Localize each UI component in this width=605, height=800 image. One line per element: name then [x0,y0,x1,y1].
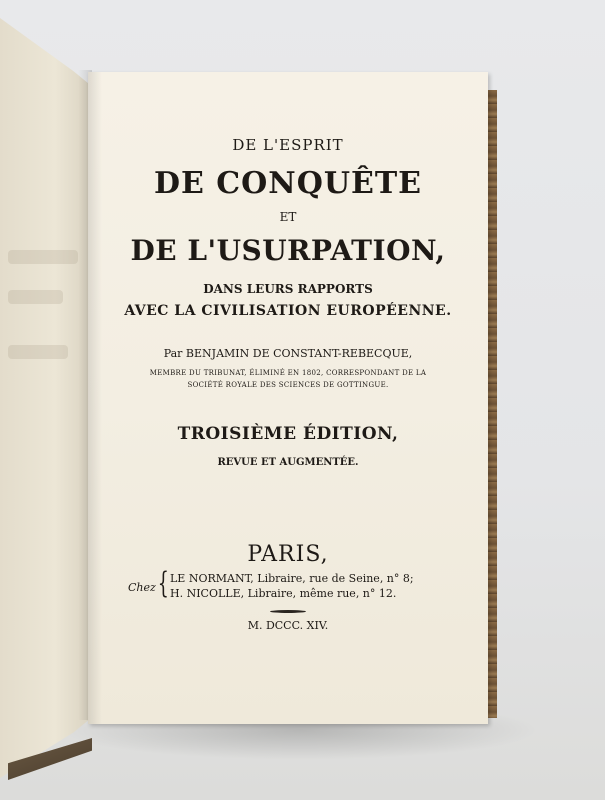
imprint-city: PARIS, [247,542,329,567]
subtitle-line-1: DANS LEURS RAPPORTS [203,282,373,296]
imprint-date: M. DCCC. XIV. [247,619,329,632]
edition-note: REVUE ET AUGMENTÉE. [217,457,359,468]
author-note-line-1: MEMBRE DU TRIBUNAT, ÉLIMINÉ EN 1802, CORRESPONDANT DE LA [149,369,427,377]
left-page-bleed-through [8,250,78,264]
subtitle-line-2: AVEC LA CIVILISATION EUROPÉENNE. [124,303,452,319]
ornamental-rule [270,610,306,613]
publisher-line-2: H. NICOLLE, Libraire, même rue, n° 12. [170,587,397,600]
publisher-line-1: LE NORMANT, Libraire, rue de Seine, n° 8; [170,572,414,585]
publisher-block [128,566,418,602]
title-line-1: DE L'ESPRIT [232,136,344,154]
title-line-2: DE CONQUÊTE [153,166,423,201]
edition-line: TROISIÈME ÉDITION, [177,424,399,444]
left-page-bleed-through [8,345,68,359]
brace-icon: { [157,566,169,600]
author-line: Par BENJAMIN DE CONSTANT-REBECQUE, [163,347,413,360]
title-line-4: DE L'USURPATION, [130,234,446,267]
author-note-line-2: SOCIÉTÉ ROYALE DES SCIENCES DE GOTTINGUE. [187,381,389,389]
title-line-3: ET [279,210,297,224]
publisher-chez: Chez [128,581,156,594]
left-page-bleed-through [8,290,63,304]
